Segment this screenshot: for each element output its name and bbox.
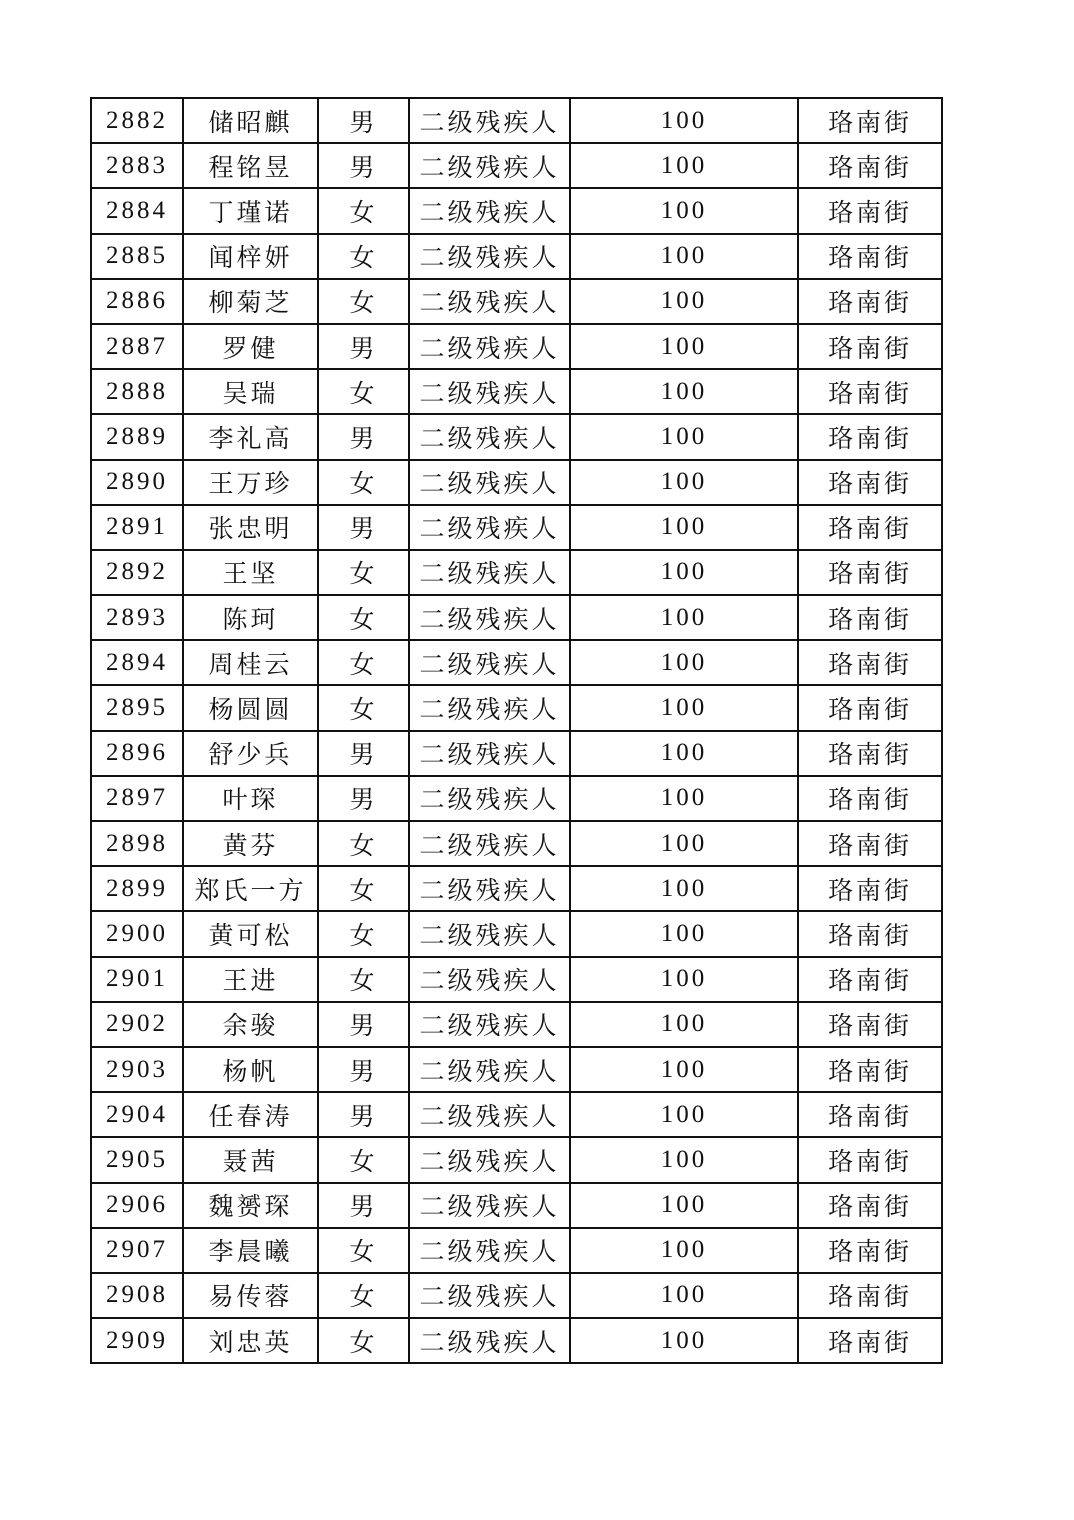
cell-disability-level: 二级残疾人 [409,550,570,595]
table-row [91,98,942,143]
table-row [91,731,942,776]
cell-number: 2905 [91,1137,183,1182]
cell-gender: 女 [318,1318,409,1363]
cell-name: 王万珍 [183,460,318,505]
cell-amount: 100 [570,234,798,279]
cell-gender: 男 [318,731,409,776]
cell-amount: 100 [570,143,798,188]
cell-number: 2887 [91,324,183,369]
table-row [91,866,942,911]
cell-street: 珞南街 [798,414,942,459]
cell-amount: 100 [570,1047,798,1092]
cell-amount: 100 [570,640,798,685]
cell-street: 珞南街 [798,279,942,324]
cell-name: 聂茜 [183,1137,318,1182]
cell-street: 珞南街 [798,1137,942,1182]
cell-gender: 男 [318,324,409,369]
cell-disability-level: 二级残疾人 [409,143,570,188]
cell-disability-level: 二级残疾人 [409,1228,570,1273]
table-row [91,1318,942,1363]
cell-street: 珞南街 [798,1047,942,1092]
cell-number: 2902 [91,1002,183,1047]
cell-street: 珞南街 [798,98,942,143]
cell-number: 2891 [91,505,183,550]
cell-number: 2896 [91,731,183,776]
cell-disability-level: 二级残疾人 [409,1002,570,1047]
cell-street: 珞南街 [798,1183,942,1228]
cell-amount: 100 [570,911,798,956]
cell-name: 魏赟琛 [183,1183,318,1228]
cell-disability-level: 二级残疾人 [409,98,570,143]
cell-name: 刘忠英 [183,1318,318,1363]
cell-street: 珞南街 [798,957,942,1002]
cell-name: 黄可松 [183,911,318,956]
table-row [91,595,942,640]
cell-number: 2903 [91,1047,183,1092]
cell-street: 珞南街 [798,1228,942,1273]
cell-street: 珞南街 [798,685,942,730]
cell-name: 李礼高 [183,414,318,459]
cell-name: 任春涛 [183,1092,318,1137]
cell-gender: 男 [318,143,409,188]
cell-name: 王坚 [183,550,318,595]
cell-street: 珞南街 [798,776,942,821]
cell-disability-level: 二级残疾人 [409,640,570,685]
cell-amount: 100 [570,1318,798,1363]
cell-disability-level: 二级残疾人 [409,911,570,956]
cell-name: 周桂云 [183,640,318,685]
cell-gender: 男 [318,414,409,459]
cell-amount: 100 [570,505,798,550]
cell-disability-level: 二级残疾人 [409,866,570,911]
cell-amount: 100 [570,1228,798,1273]
table-row [91,640,942,685]
table-row [91,821,942,866]
cell-amount: 100 [570,369,798,414]
cell-gender: 男 [318,505,409,550]
cell-disability-level: 二级残疾人 [409,685,570,730]
table-row [91,685,942,730]
cell-amount: 100 [570,414,798,459]
cell-disability-level: 二级残疾人 [409,1137,570,1182]
cell-gender: 女 [318,1137,409,1182]
recipient-table [90,97,943,1364]
cell-street: 珞南街 [798,1002,942,1047]
cell-number: 2906 [91,1183,183,1228]
cell-street: 珞南街 [798,505,942,550]
cell-street: 珞南街 [798,821,942,866]
cell-number: 2895 [91,685,183,730]
table-row [91,414,942,459]
cell-disability-level: 二级残疾人 [409,460,570,505]
cell-disability-level: 二级残疾人 [409,279,570,324]
cell-gender: 女 [318,460,409,505]
cell-gender: 女 [318,866,409,911]
cell-disability-level: 二级残疾人 [409,1318,570,1363]
cell-street: 珞南街 [798,1092,942,1137]
cell-number: 2892 [91,550,183,595]
cell-name: 张忠明 [183,505,318,550]
cell-amount: 100 [570,685,798,730]
table-row [91,143,942,188]
cell-amount: 100 [570,1137,798,1182]
table-row [91,369,942,414]
cell-name: 叶琛 [183,776,318,821]
table-row [91,957,942,1002]
cell-amount: 100 [570,1002,798,1047]
cell-name: 黄芬 [183,821,318,866]
cell-disability-level: 二级残疾人 [409,234,570,279]
cell-street: 珞南街 [798,640,942,685]
cell-number: 2898 [91,821,183,866]
cell-number: 2907 [91,1228,183,1273]
cell-amount: 100 [570,1092,798,1137]
cell-amount: 100 [570,98,798,143]
cell-number: 2886 [91,279,183,324]
cell-amount: 100 [570,1273,798,1318]
cell-street: 珞南街 [798,1273,942,1318]
cell-name: 易传蓉 [183,1273,318,1318]
cell-street: 珞南街 [798,911,942,956]
cell-amount: 100 [570,731,798,776]
cell-name: 陈珂 [183,595,318,640]
cell-gender: 女 [318,1273,409,1318]
cell-disability-level: 二级残疾人 [409,505,570,550]
cell-street: 珞南街 [798,866,942,911]
cell-name: 吴瑞 [183,369,318,414]
cell-gender: 女 [318,957,409,1002]
cell-number: 2904 [91,1092,183,1137]
cell-name: 柳菊芝 [183,279,318,324]
cell-disability-level: 二级残疾人 [409,1092,570,1137]
table-row [91,911,942,956]
cell-street: 珞南街 [798,550,942,595]
cell-number: 2888 [91,369,183,414]
cell-name: 郑氏一方 [183,866,318,911]
cell-gender: 女 [318,369,409,414]
table-row [91,1092,942,1137]
cell-amount: 100 [570,460,798,505]
cell-name: 王进 [183,957,318,1002]
cell-number: 2909 [91,1318,183,1363]
cell-gender: 女 [318,911,409,956]
table-row [91,505,942,550]
cell-gender: 男 [318,1002,409,1047]
cell-name: 李晨曦 [183,1228,318,1273]
cell-amount: 100 [570,1183,798,1228]
cell-gender: 女 [318,1228,409,1273]
cell-gender: 女 [318,550,409,595]
recipient-table-body [91,98,942,1363]
cell-disability-level: 二级残疾人 [409,957,570,1002]
cell-disability-level: 二级残疾人 [409,595,570,640]
cell-number: 2894 [91,640,183,685]
cell-amount: 100 [570,550,798,595]
cell-street: 珞南街 [798,324,942,369]
cell-amount: 100 [570,324,798,369]
table-row [91,324,942,369]
table-row [91,1047,942,1092]
cell-name: 舒少兵 [183,731,318,776]
cell-amount: 100 [570,821,798,866]
cell-street: 珞南街 [798,1318,942,1363]
cell-amount: 100 [570,957,798,1002]
cell-gender: 女 [318,685,409,730]
cell-disability-level: 二级残疾人 [409,1183,570,1228]
cell-street: 珞南街 [798,369,942,414]
table-row [91,776,942,821]
table-row [91,188,942,233]
cell-disability-level: 二级残疾人 [409,1047,570,1092]
table-row [91,460,942,505]
cell-number: 2901 [91,957,183,1002]
cell-name: 储昭麒 [183,98,318,143]
cell-number: 2908 [91,1273,183,1318]
table-row [91,1137,942,1182]
table-row [91,234,942,279]
cell-gender: 女 [318,595,409,640]
table-row [91,550,942,595]
cell-gender: 男 [318,1092,409,1137]
cell-number: 2890 [91,460,183,505]
cell-street: 珞南街 [798,595,942,640]
cell-amount: 100 [570,188,798,233]
cell-street: 珞南街 [798,460,942,505]
cell-gender: 女 [318,640,409,685]
cell-gender: 女 [318,279,409,324]
cell-name: 丁瑾诺 [183,188,318,233]
cell-number: 2900 [91,911,183,956]
cell-gender: 男 [318,776,409,821]
cell-disability-level: 二级残疾人 [409,369,570,414]
cell-street: 珞南街 [798,143,942,188]
cell-number: 2897 [91,776,183,821]
cell-street: 珞南街 [798,188,942,233]
cell-name: 罗健 [183,324,318,369]
cell-gender: 男 [318,1047,409,1092]
cell-disability-level: 二级残疾人 [409,324,570,369]
cell-amount: 100 [570,595,798,640]
cell-number: 2893 [91,595,183,640]
cell-disability-level: 二级残疾人 [409,1273,570,1318]
cell-number: 2883 [91,143,183,188]
table-row [91,1183,942,1228]
cell-gender: 女 [318,234,409,279]
cell-street: 珞南街 [798,731,942,776]
cell-name: 杨圆圆 [183,685,318,730]
table-row [91,1228,942,1273]
cell-number: 2885 [91,234,183,279]
cell-number: 2884 [91,188,183,233]
cell-name: 杨帆 [183,1047,318,1092]
cell-disability-level: 二级残疾人 [409,188,570,233]
table-row [91,1273,942,1318]
cell-disability-level: 二级残疾人 [409,776,570,821]
cell-gender: 女 [318,188,409,233]
cell-number: 2889 [91,414,183,459]
cell-gender: 男 [318,1183,409,1228]
cell-number: 2882 [91,98,183,143]
cell-gender: 男 [318,98,409,143]
cell-street: 珞南街 [798,234,942,279]
cell-amount: 100 [570,279,798,324]
cell-name: 闻梓妍 [183,234,318,279]
cell-number: 2899 [91,866,183,911]
cell-disability-level: 二级残疾人 [409,731,570,776]
cell-name: 程铭昱 [183,143,318,188]
cell-amount: 100 [570,776,798,821]
table-row [91,279,942,324]
cell-gender: 女 [318,821,409,866]
cell-amount: 100 [570,866,798,911]
cell-name: 余骏 [183,1002,318,1047]
cell-disability-level: 二级残疾人 [409,821,570,866]
cell-disability-level: 二级残疾人 [409,414,570,459]
table-row [91,1002,942,1047]
